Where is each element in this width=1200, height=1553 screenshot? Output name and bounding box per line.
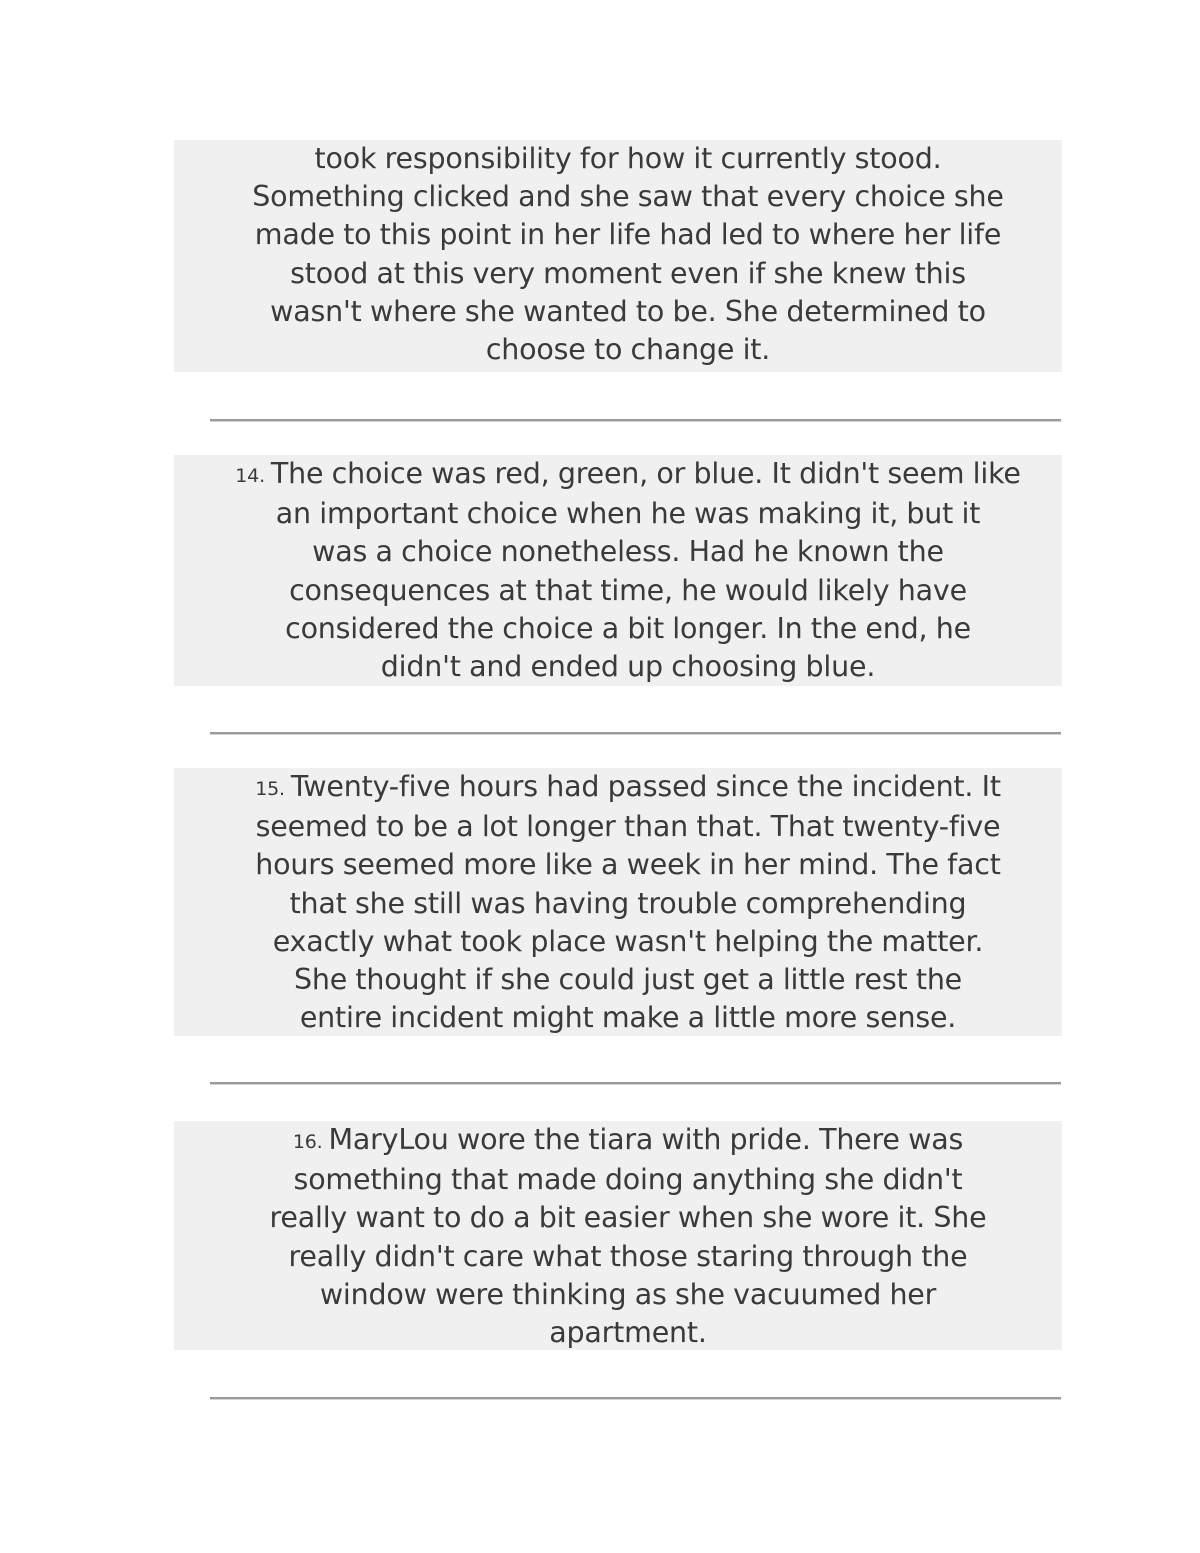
- text-line-content: The choice was red, green, or blue. It didn't seem like: [270, 457, 1021, 490]
- text-line: an important choice when he was making it, but it: [275, 497, 981, 531]
- text-line: didn't and ended up choosing blue.: [380, 650, 876, 684]
- item-number: 15.: [255, 778, 285, 800]
- text-line: choose to change it.: [485, 333, 771, 367]
- text-line: consequences at that time, he would likely have: [289, 573, 967, 607]
- text-line: stood at this very moment even if she knew this: [290, 256, 966, 290]
- text-line: window were thinking as she vacuumed her: [319, 1277, 937, 1311]
- text-line: something that made doing anything she didn't: [293, 1163, 963, 1197]
- text-line: really want to do a bit easier when she wore it. She: [269, 1201, 987, 1235]
- text-line: exactly what took place wasn't helping the matter.: [272, 924, 984, 958]
- text-line: apartment.: [549, 1316, 707, 1350]
- text-line: seemed to be a lot longer than that. That twenty-five: [255, 810, 1001, 844]
- paragraph-14: [174, 455, 1062, 686]
- text-line: wasn't where she wanted to be. She determined to: [270, 294, 986, 328]
- text-line: [204, 1121, 1052, 1161]
- text-line-content: MaryLou wore the tiara with pride. There was: [328, 1123, 964, 1156]
- paragraph-16: [174, 1121, 1062, 1350]
- answer-line: [210, 1397, 1061, 1400]
- text-line: [204, 768, 1052, 808]
- text-line-content: Twenty-five hours had passed since the incident. It: [290, 770, 1001, 803]
- paragraph-13-continued: [174, 140, 1062, 372]
- text-line: took responsibility for how it currently stood.: [314, 142, 942, 175]
- text-line: [204, 455, 1052, 495]
- text-line: made to this point in her life had led to where her life: [254, 218, 1002, 252]
- text-line: hours seemed more like a week in her mind. The fact: [255, 848, 1001, 882]
- text-line: that she still was having trouble comprehending: [289, 886, 967, 920]
- paragraph-15: [174, 768, 1062, 1036]
- text-line: She thought if she could just get a little rest the: [293, 963, 963, 997]
- answer-line: [210, 732, 1061, 735]
- text-line: considered the choice a bit longer. In the end, he: [285, 611, 971, 645]
- text-line: Something clicked and she saw that every choice she: [252, 180, 1004, 214]
- answer-line: [210, 419, 1061, 422]
- item-number: 14.: [235, 465, 265, 487]
- answer-line: [210, 1082, 1061, 1085]
- text-line: entire incident might make a little more sense.: [299, 1001, 957, 1035]
- item-number: 16.: [292, 1131, 323, 1153]
- text-line: really didn't care what those staring through the: [288, 1239, 968, 1273]
- text-line: was a choice nonetheless. Had he known the: [312, 535, 944, 569]
